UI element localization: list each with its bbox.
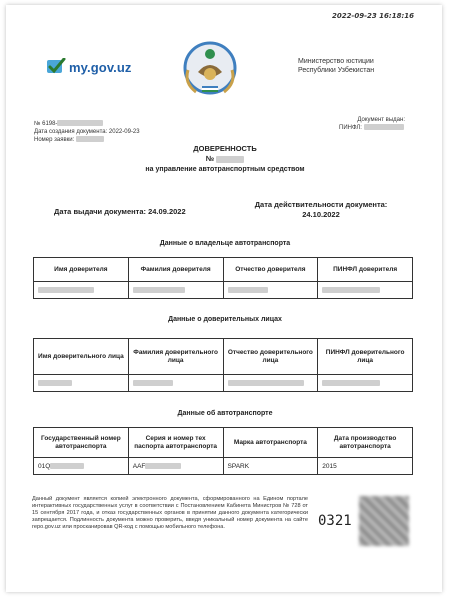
vehicle-table	[33, 427, 413, 475]
year-cell: 2015	[318, 458, 413, 475]
redacted-field	[228, 380, 304, 386]
ministry-name: Министерство юстиции Республики Узбекистан	[298, 58, 375, 74]
redacted-field	[38, 287, 94, 293]
redacted-field	[364, 124, 404, 130]
column-header: Отчество доверителя	[223, 258, 318, 282]
trustees-heading: Данные о доверительных лицах	[168, 316, 282, 323]
document-code: 0321	[318, 513, 352, 529]
document-number: № 6198-	[34, 120, 140, 128]
redacted-field	[145, 463, 181, 469]
checkmark-logo-icon	[46, 58, 66, 76]
owner-table	[33, 257, 413, 299]
trustees-table	[33, 338, 413, 392]
column-header: Фамилия доверительного лица	[128, 339, 223, 375]
column-header: Государственный номер автотранспорта	[34, 428, 129, 458]
redacted-field	[133, 287, 185, 293]
brand-name: my.gov.uz	[69, 59, 132, 75]
redacted-field	[133, 380, 173, 386]
table-row	[34, 282, 413, 299]
validity-date: Дата действительности документа: 24.10.2022	[254, 200, 388, 219]
column-header: Дата производство автотранспорта	[318, 428, 413, 458]
request-number: Номер заявки:	[34, 136, 140, 144]
redacted-field	[38, 380, 72, 386]
vehicle-heading: Данные об автотранспорте	[177, 410, 273, 417]
redacted-field	[76, 136, 104, 142]
redacted-field	[216, 156, 244, 163]
column-header: ПИНФЛ доверителя	[318, 258, 413, 282]
qr-code-icon	[359, 496, 409, 546]
column-header: Отчество доверительного лица	[223, 339, 318, 375]
pinfl: ПИНФЛ:	[339, 124, 405, 132]
redacted-field	[322, 287, 380, 293]
column-header: Марка автотранспорта	[223, 428, 318, 458]
issue-date: Дата выдачи документа: 24.09.2022	[54, 207, 186, 216]
document-title: ДОВЕРЕННОСТЬ	[193, 144, 257, 153]
document-subtitle: на управление автотранспортным средством	[145, 166, 305, 173]
state-emblem-icon	[180, 38, 240, 96]
passport-cell: AAF	[128, 458, 223, 475]
creation-date: Дата создания документа: 2022-09-23	[34, 129, 140, 135]
brand-logo	[46, 58, 132, 76]
document-title-number: №	[0, 154, 450, 163]
column-header: Фамилия доверителя	[128, 258, 223, 282]
plate-cell: 01Q	[34, 458, 129, 475]
column-header: Имя доверительного лица	[34, 339, 129, 375]
document-meta	[34, 120, 140, 144]
column-header: Имя доверителя	[34, 258, 129, 282]
owner-heading: Данные о владельце автотранспорта	[159, 240, 291, 247]
redacted-field	[57, 120, 103, 126]
table-row	[34, 375, 413, 392]
legal-note: Данный документ является копией электронного документа, сформированного на Едином портале интерактивных государственных услуг в соответствии с Постановлением Кабинета Министров № 728 от 15 сентября 2017 года, и отказ государственных органов в принятии данного документа категорически запрещается. Подлинность документа можно проверить, введя уникальный номер документа на сайте repo.gov.uz или просканировав QR-код с помощью мобильного телефона.	[32, 496, 308, 530]
brand-cell: SPARK	[223, 458, 318, 475]
timestamp: 2022-09-23 16:18:16	[331, 12, 414, 20]
issued-to: Документ выдан: ПИНФЛ:	[339, 117, 405, 131]
redacted-field	[322, 380, 380, 386]
column-header: ПИНФЛ доверительного лица	[318, 339, 413, 375]
column-header: Серия и номер тех паспорта автотранспорта	[128, 428, 223, 458]
redacted-field	[50, 463, 84, 469]
table-row	[34, 458, 413, 475]
redacted-field	[228, 287, 268, 293]
